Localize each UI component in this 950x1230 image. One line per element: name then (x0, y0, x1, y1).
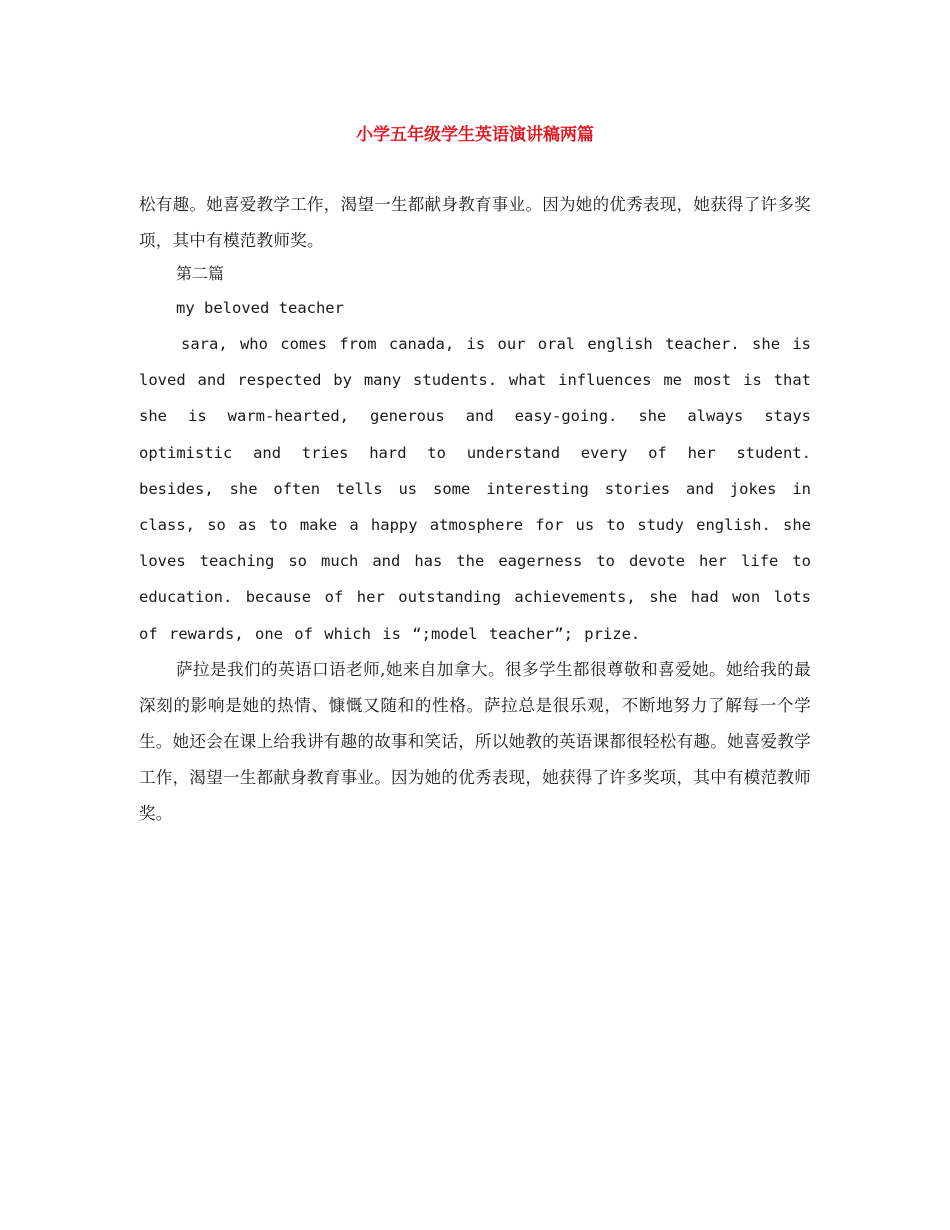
section-heading: 第二篇 (176, 264, 225, 283)
english-paragraph-text: sara, who comes from canada, is our oral english teacher. she is loved and respected by many students. what influences me most is that she is warm-hearted, generous and easy-going. she always stays optimistic and tries hard to understand every of her student. besides, she often tells us some interesting stories and jokes in class, so as to make a happy atmosphere for us to study english. she loves teaching so much and has the eagerness to devote her life to education. because of her outstanding achievements, she had won lots of rewards, one of which is “;model teacher”; prize. (139, 335, 811, 643)
essay-title: my beloved teacher (176, 299, 344, 317)
document-title: 小学五年级学生英语演讲稿两篇 (356, 125, 594, 145)
continuation-paragraph: 松有趣。她喜爱教学工作，渴望一生都献身教育事业。因为她的优秀表现，她获得了许多奖项，其中有模范教师奖。 (139, 195, 811, 250)
english-paragraph (139, 326, 811, 652)
chinese-paragraph: 萨拉是我们的英语口语老师,她来自加拿大。很多学生都很尊敬和喜爱她。她给我的最深刻的影响是她的热情、慷慨又随和的性格。萨拉总是很乐观，不断地努力了解每一个学生。她还会在课上给我讲有趣的故事和笑话，所以她教的英语课都很轻松有趣。她喜爱教学工作，渴望一生都献身教育事业。因为她的优秀表现，她获得了许多奖项，其中有模范教师奖。 (139, 660, 811, 823)
